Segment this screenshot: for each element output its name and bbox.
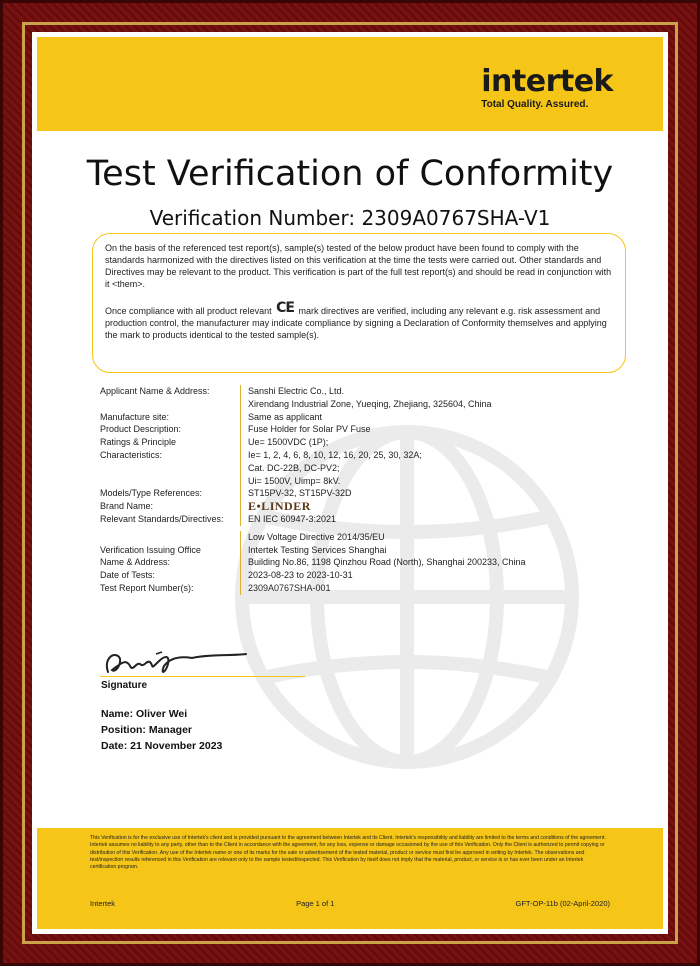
detail-row-characteristics	[100, 449, 620, 462]
detail-row-standards	[100, 513, 620, 526]
detail-label: Manufacture site:	[100, 411, 170, 422]
detail-row-dates	[100, 569, 620, 582]
detail-label: Test Report Number(s):	[100, 582, 194, 593]
detail-row-ratings	[100, 436, 620, 449]
intro-statement-box	[92, 233, 626, 373]
page-title: Test Verification of Conformity	[86, 154, 614, 194]
signer-position: Position: Manager	[101, 724, 193, 736]
detail-row-brand	[100, 500, 620, 513]
detail-value: Fuse Holder for Solar PV Fuse	[240, 423, 620, 436]
detail-row-models	[100, 487, 620, 500]
detail-row-manufacture	[100, 411, 620, 424]
ce-mark-icon: CE	[276, 300, 294, 316]
detail-label-empty	[100, 475, 240, 488]
detail-row-directive	[100, 531, 620, 544]
footer-row	[90, 899, 610, 908]
detail-row-characteristics-3	[100, 475, 620, 488]
detail-row-applicant	[100, 385, 620, 398]
signature-date: Date: 21 November 2023	[101, 740, 223, 752]
detail-value: ST15PV-32, ST15PV-32D	[240, 487, 620, 500]
detail-label: Ratings & Principle	[100, 437, 177, 448]
details-table	[100, 385, 620, 595]
footer-company: Intertek	[90, 899, 116, 908]
intro-paragraph-2	[105, 302, 613, 341]
intro-paragraph-2-post: mark directives are verified, including any relevant e.g. risk assessment and production control, the manufacturer may indicate compliance by signing a Declaration of Conformity themselves and applying the mark to products identical to the tested sample(s).	[105, 306, 607, 340]
detail-row-report	[100, 582, 620, 595]
footer-page-number: Page 1 of 1	[296, 899, 335, 908]
detail-value: EN IEC 60947-3:2021	[240, 513, 620, 526]
detail-value: Building No.86, 1198 Qinzhou Road (North), Shanghai 200233, China	[240, 556, 620, 569]
detail-label: Applicant Name & Address:	[100, 386, 210, 396]
certificate-page	[32, 32, 668, 934]
detail-label: Characteristics:	[100, 449, 163, 460]
handwritten-signature	[100, 640, 310, 680]
header-band	[37, 37, 663, 131]
detail-value: Ue= 1500VDC (1P);	[240, 436, 620, 449]
signer-name: Name: Oliver Wei	[101, 708, 188, 720]
detail-value: 2309A0767SHA-001	[240, 582, 620, 595]
detail-label: Verification Issuing Office	[100, 544, 201, 555]
signature-label: Signature	[101, 680, 148, 691]
detail-value: Cat. DC-22B, DC-PV2;	[240, 462, 620, 475]
detail-value: Ui= 1500V, Uimp= 8kV.	[240, 475, 620, 488]
signer-info	[101, 706, 222, 754]
detail-label: Relevant Standards/Directives:	[100, 513, 224, 524]
detail-label-empty	[100, 531, 240, 544]
detail-value: Low Voltage Directive 2014/35/EU	[240, 531, 620, 544]
footer-form-code: GFT-OP-11b (02-April-2020)	[515, 899, 610, 908]
intro-paragraph-2-pre: Once compliance with all product relevant	[105, 306, 272, 316]
detail-value: Xirendang Industrial Zone, Yueqing, Zhejiang, 325604, China	[240, 398, 620, 411]
logo-wordmark: intertek	[481, 64, 613, 99]
detail-row-applicant-address	[100, 398, 620, 411]
detail-label: Brand Name:	[100, 501, 154, 512]
detail-label-empty	[100, 462, 240, 475]
detail-value: Same as applicant	[240, 411, 620, 424]
detail-label: Name & Address:	[100, 557, 171, 568]
signature-line	[100, 676, 305, 677]
brand-logo: E•LINDER	[240, 500, 620, 513]
detail-row-characteristics-2	[100, 462, 620, 475]
detail-value: Ie= 1, 2, 4, 6, 8, 10, 12, 16, 20, 25, 30, 32A;	[240, 449, 620, 462]
detail-label: Date of Tests:	[100, 570, 155, 581]
detail-row-name-address	[100, 556, 620, 569]
logo-tagline: Total Quality. Assured.	[481, 99, 589, 110]
detail-value: Sanshi Electric Co., Ltd.	[240, 385, 620, 398]
verification-number: Verification Number: 2309A0767SHA-V1	[149, 206, 551, 230]
detail-label: Models/Type References:	[100, 488, 203, 499]
intertek-logo	[481, 64, 613, 110]
detail-label-empty	[100, 398, 240, 411]
detail-row-product	[100, 423, 620, 436]
footer-disclaimer: This Verification is for the exclusive use of Intertek's client and is provided pursuant to the agreement between Intertek and its Client. Intertek's responsibility and liability are limited to the terms and conditions of the agreement. Intertek assumes no liability to any party, other than to the Client in accordance with the agreement, for any loss, expense or damage occasioned by the use of this Verification. Only the Client is authorized to permit copying or distribution of this Verification. Any use of the Intertek name or one of its marks for the sale or advertisement of the tested material, product or service must first be approved in writing by Intertek. The observations and test/inspection results referenced in this Verification are relevant only to the sample tested/inspected. This Verification by itself does not imply that the material, product, or service is or has ever been under an Intertek certification program.	[90, 835, 606, 871]
detail-value: Intertek Testing Services Shanghai	[240, 544, 620, 557]
detail-value: 2023-08-23 to 2023-10-31	[240, 569, 620, 582]
detail-label: Product Description:	[100, 424, 182, 435]
detail-row-issuing	[100, 544, 620, 557]
intro-paragraph-1: On the basis of the referenced test report(s), sample(s) tested of the below product have been found to comply with the standards harmonized with the directives listed on this verification at the time the tests were carried out. Other standards and Directives may be relevant to the product. This verification is part of the full test report(s) and should be read in conjunction with it <them>.	[105, 243, 612, 289]
